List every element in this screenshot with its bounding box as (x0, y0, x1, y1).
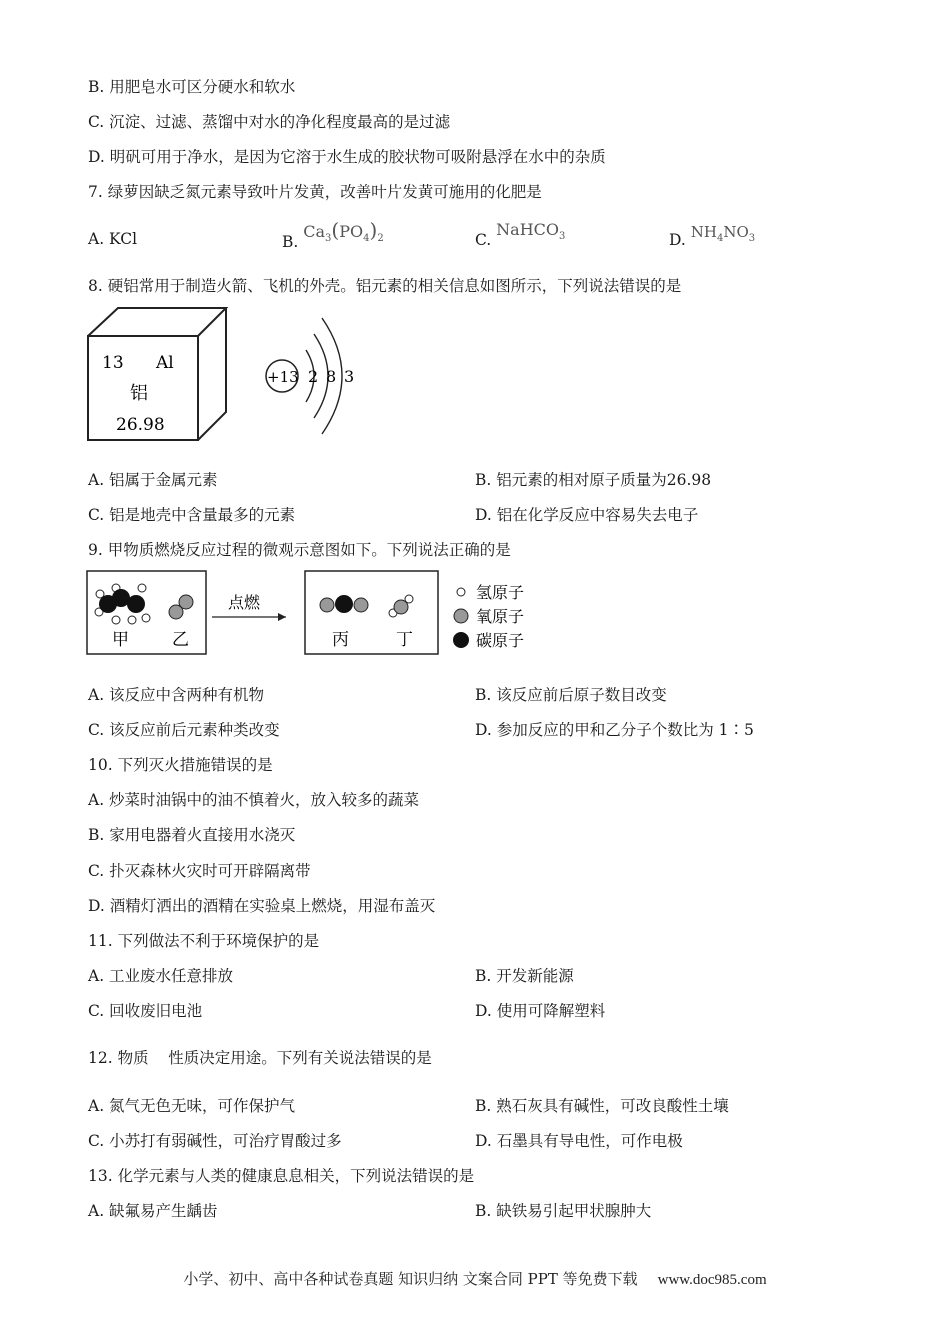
carbon-legend-icon (453, 632, 469, 648)
q9-stem: 9. 甲物质燃烧反应过程的微观示意图如下。下列说法正确的是 (88, 541, 511, 559)
reaction-micro-diagram (86, 570, 546, 658)
q8-option-d: D. 铝在化学反应中容易失去电子 (475, 506, 699, 524)
label-jia: 甲 (112, 630, 129, 650)
q10-option-a: A. 炒菜时油锅中的油不慎着火，放入较多的蔬菜 (88, 791, 420, 809)
q6-option-d: D. 明矾可用于净水，是因为它溶于水生成的胶状物可吸附悬浮在水中的杂质 (88, 148, 606, 166)
label-ding: 丁 (396, 630, 413, 650)
q13-option-b: B. 缺铁易引起甲状腺肿大 (475, 1202, 652, 1220)
q9-option-b: B. 该反应前后原子数目改变 (475, 686, 667, 704)
q11-option-a: A. 工业废水任意排放 (88, 967, 234, 985)
element-atomic-number: 13 (102, 353, 124, 373)
molecule-yi (169, 595, 193, 619)
footer-url[interactable]: www.doc985.com (657, 1272, 767, 1288)
q12-stem: 12. 物质 性质决定用途。下列有关说法错误的是 (88, 1049, 432, 1067)
q10-stem: 10. 下列灭火措施错误的是 (88, 756, 273, 774)
q10-option-b: B. 家用电器着火直接用水浇灭 (88, 826, 296, 844)
element-name: 铝 (130, 383, 148, 404)
legend-hydrogen: 氢原子 (476, 583, 525, 602)
q6-option-b: B. 用肥皂水可区分硬水和软水 (88, 78, 296, 96)
q12-option-d: D. 石墨具有导电性，可作电极 (475, 1132, 683, 1150)
q7-option-d-label: D. (669, 231, 686, 249)
q7-option-a: A. KCl (88, 230, 138, 248)
label-bing: 丙 (332, 630, 349, 650)
shell-electrons-3: 3 (344, 367, 355, 386)
footer-text: 小学、初中、高中各种试卷真题 知识归纳 文案合同 PPT 等免费下载 (183, 1270, 638, 1288)
atom-legend (453, 583, 524, 650)
q7-option-d (669, 222, 755, 249)
q13-stem: 13. 化学元素与人类的健康息息相关，下列说法错误的是 (88, 1167, 475, 1185)
q9-option-a: A. 该反应中含两种有机物 (88, 686, 265, 704)
products-box (305, 571, 438, 654)
q13-option-a: A. 缺氟易产生龋齿 (88, 1202, 218, 1220)
molecule-bing (320, 595, 368, 613)
q11-stem: 11. 下列做法不利于环境保护的是 (88, 932, 320, 950)
legend-oxygen: 氧原子 (476, 607, 525, 626)
hydrogen-legend-icon (457, 588, 465, 596)
q8-option-a: A. 铝属于金属元素 (88, 471, 218, 489)
calcium-phosphate-formula: $Ca_3(PO_4)_2$ (303, 218, 384, 245)
q7-option-b (282, 220, 384, 249)
shell-electrons-2: 8 (326, 367, 337, 386)
q11-option-b: B. 开发新能源 (475, 967, 574, 985)
q12-option-b: B. 熟石灰具有碱性，可改良酸性土壤 (475, 1097, 729, 1115)
molecule-jia (95, 584, 150, 624)
sodium-bicarbonate-formula: NaHCO$_3$ (496, 220, 566, 243)
q7-option-b-label: B. (282, 233, 299, 251)
molecule-ding (389, 595, 413, 617)
q7-stem: 7. 绿萝因缺乏氮元素导致叶片发黄，改善叶片发黄可施用的化肥是 (88, 183, 542, 201)
q11-option-c: C. 回收废旧电池 (88, 1002, 203, 1020)
q7-option-c (475, 220, 565, 247)
nucleus-charge: +13 (267, 368, 299, 386)
element-atomic-mass: 26.98 (116, 415, 165, 435)
label-yi: 乙 (172, 630, 189, 650)
q8-stem: 8. 硬铝常用于制造火箭、飞机的外壳。铝元素的相关信息如图所示，下列说法错误的是 (88, 277, 682, 295)
q12-option-a: A. 氮气无色无味，可作保护气 (88, 1097, 296, 1115)
q8-option-b: B. 铝元素的相对原子质量为26.98 (475, 471, 712, 489)
oxygen-legend-icon (454, 609, 468, 623)
q7-option-c-label: C. (475, 231, 492, 249)
q6-option-c: C. 沉淀、过滤、蒸馏中对水的净化程度最高的是过滤 (88, 113, 451, 131)
legend-carbon: 碳原子 (476, 631, 525, 650)
q10-option-c: C. 扑灭森林火灾时可开辟隔离带 (88, 862, 311, 880)
page-footer (0, 1268, 950, 1289)
shell-electrons-1: 2 (308, 367, 319, 386)
element-symbol: Al (156, 353, 174, 373)
aluminum-info-figure (86, 306, 376, 446)
q9-option-d: D. 参加反应的甲和乙分子个数比为 1∶5 (475, 721, 754, 739)
q8-option-c: C. 铝是地壳中含量最多的元素 (88, 506, 296, 524)
q11-option-d: D. 使用可降解塑料 (475, 1002, 606, 1020)
q9-option-c: C. 该反应前后元素种类改变 (88, 721, 280, 739)
ammonium-nitrate-formula: $NH_4NO_3$ (690, 223, 756, 244)
atom-structure-diagram (266, 318, 354, 434)
reaction-condition: 点燃 (228, 593, 261, 612)
q12-option-c: C. 小苏打有弱碱性，可治疗胃酸过多 (88, 1132, 342, 1150)
q10-option-d: D. 酒精灯洒出的酒精在实验桌上燃烧，用湿布盖灭 (88, 897, 436, 915)
